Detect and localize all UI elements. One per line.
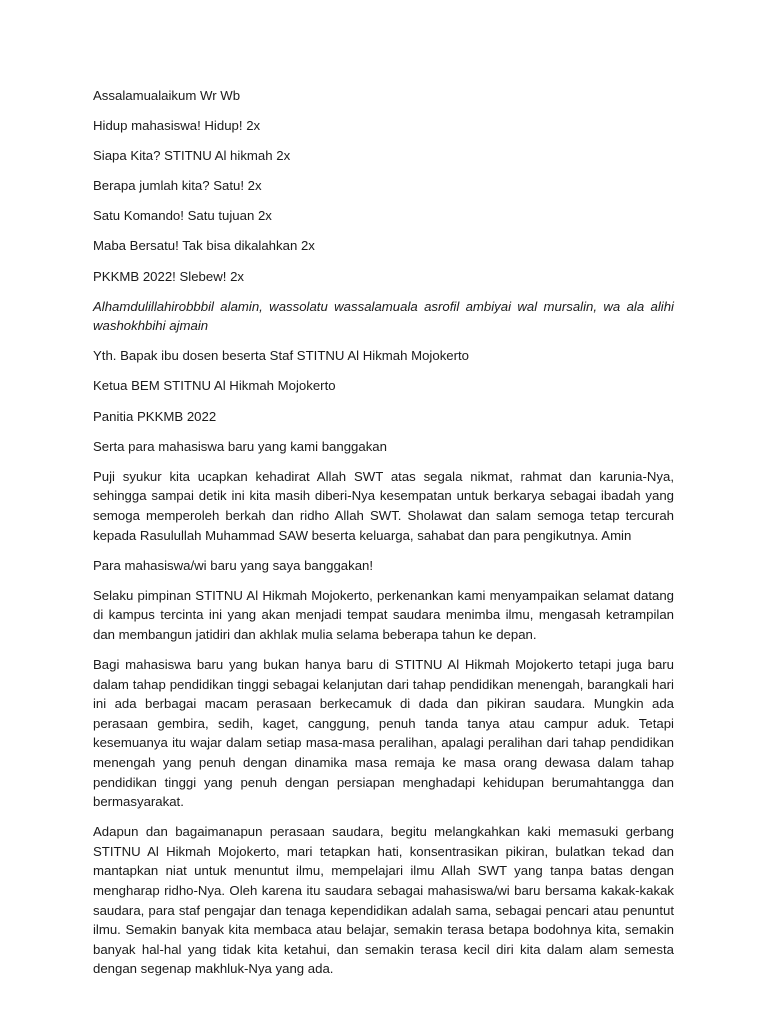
chant-line: Satu Komando! Satu tujuan 2x bbox=[93, 208, 272, 224]
chant-line: PKKMB 2022! Slebew! 2x bbox=[93, 268, 245, 284]
welcome-paragraph: Selaku pimpinan STITNU Al Hikmah Mojokerto, perkenankan kami menyampaikan selamat datang di kampus tercinta ini yang akan menjadi tempat saudara menimba ilmu, mengasah ketrampilan dan membangun jatidiri dan akhlak mulia selama beberapa tahun ke depan. bbox=[93, 587, 674, 642]
feelings-paragraph: Bagi mahasiswa baru yang bukan hanya baru di STITNU Al Hikmah Mojokerto tetapi juga baru dalam tahap pendidikan tinggi sebagai kelanjutan dari tahap pendidikan menengah, barangkali hari ini ada berbagai macam perasaan berkecamuk di dada dan pikiran saudara. Mungkin ada perasaan gembira, sedih, kaget, canggung, penuh tanda tanya atau campur aduk. Tetapi kesemuanya itu wajar dalam setiap masa-masa peralihan, apalagi peralihan dari tahap pendidikan menengah yang penuh dengan dinamika masa remaja ke masa orang dewasa dalam tahap pendidikan tinggi yang penuh dengan persiapan menghadapi kehidupan berumahtangga dan bermasyarakat. bbox=[93, 656, 674, 810]
student-address-line: Para mahasiswa/wi baru yang saya banggakan! bbox=[93, 557, 374, 573]
gratitude-paragraph: Puji syukur kita ucapkan kehadirat Allah SWT atas segala nikmat, rahmat dan karunia-Nya, sehingga sampai detik ini kita masih diberi-Nya kesempatan untuk berkarya sebagai ibadah yang semoga memperoleh berkah dan ridho Allah SWT. Sholawat dan salam semoga tetap tercurah kepada Rasulullah Muhammad SAW beserta keluarga, sahabat dan para pengikutnya. Amin bbox=[93, 468, 674, 543]
chant-line: Maba Bersatu! Tak bisa dikalahkan 2x bbox=[93, 238, 315, 254]
chant-line: Siapa Kita? STITNU Al hikmah 2x bbox=[93, 148, 291, 164]
salutation-line: Panitia PKKMB 2022 bbox=[93, 408, 217, 424]
resolve-paragraph: Adapun dan bagaimanapun perasaan saudara, begitu melangkahkan kaki memasuki gerbang STITNU Al Hikmah Mojokerto, mari tetapkan hati, konsentrasikan pikiran, bulatkan tekad dan mantapkan niat untuk menuntut ilmu, mempelajari ilmu Allah SWT yang tanpa batas dengan mengharap ridho-Nya. Oleh karena itu saudara sebagai mahasiswa/wi baru bersama kakak-kakak saudara, para staf pengajar dan tenaga kependidikan adalah sama, sebagai pencari atau penuntut ilmu. Semakin banyak kita membaca atau belajar, semakin terasa betapa bodohnya kita, semakin banyak hal-hal yang tidak kita ketahui, dan semakin terasa kecil diri kita dalam alam semesta dengan segenap makhluk-Nya yang ada. bbox=[93, 824, 674, 977]
salutation-line: Yth. Bapak ibu dosen beserta Staf STITNU Al Hikmah Mojokerto bbox=[93, 348, 470, 364]
opening-prayer: Alhamdulillahirobbbil alamin, wassolatu wassalamuala asrofil ambiyai wal mursalin, wa ala alihi washokhbihi ajmain bbox=[93, 298, 674, 334]
chant-line: Berapa jumlah kita? Satu! 2x bbox=[93, 178, 262, 194]
salutation-line: Ketua BEM STITNU Al Hikmah Mojokerto bbox=[93, 378, 336, 394]
greeting-line: Assalamualaikum Wr Wb bbox=[93, 88, 241, 103]
chant-line: Hidup mahasiswa! Hidup! 2x bbox=[93, 118, 261, 134]
speech-text bbox=[93, 86, 674, 989]
salutation-line: Serta para mahasiswa baru yang kami banggakan bbox=[93, 438, 387, 454]
